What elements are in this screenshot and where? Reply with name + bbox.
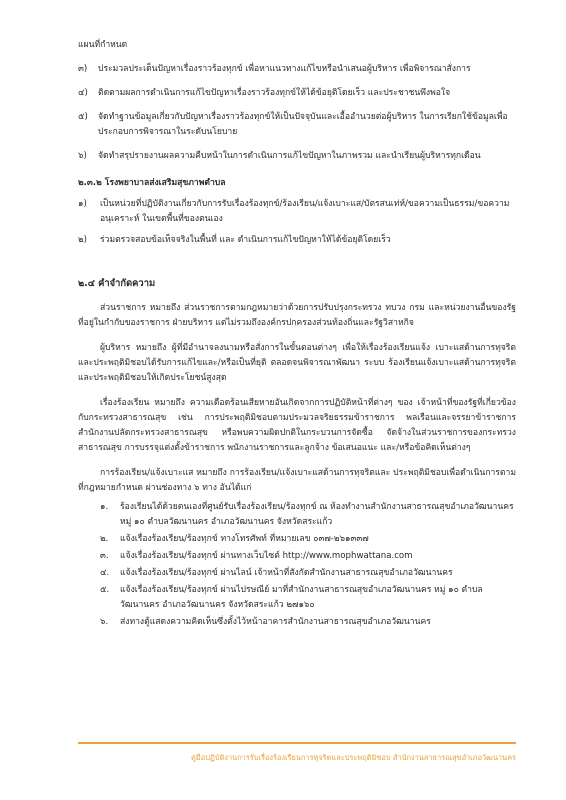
list-a (78, 62, 516, 164)
list-text: แจ้งเรื่องร้องเรียน/ร้องทุกข์ ผ่านทางเว็บไซต์ http://www.mophwattana.com (120, 551, 413, 561)
paragraph: เรื่องร้องเรียน หมายถึง ความเดือดร้อนเสียหายอันเกิดจากการปฏิบัติหน้าที่ต่างๆ ของ เจ้าหน้าที่ของรัฐที่เกี่ยวข้องกับกระทรวงสาธารณสุข เช่น การประพฤติมิชอบตามประมวลจริยธรรมข้าราชการ พลเรือนและจรรยาข้าราชการสำนักงานปลัดกระทรวงสาธารณสุข หรือพบความผิดปกติในกระบวนการจัดซื้อ จัดจ้างในส่วนราชการของกระทรวงสาธารณสุข การบรรจุแต่งตั้งข้าราชการ พนักงานราชการและลูกจ้าง ข้อเสนอแนะ และ/หรือข้อคิดเห็นต่างๆ (78, 398, 516, 453)
list-number: ๑) (78, 199, 87, 209)
page-content (78, 38, 516, 630)
list-text: ติดตามผลการดำเนินการแก้ไขปัญหาเรื่องราวร้องทุกข์ให้ได้ข้อยุติโดยเร็ว และประชาชนพึงพอใจ (98, 88, 451, 98)
list-b (78, 197, 516, 248)
list-item (78, 233, 516, 248)
list-item (78, 62, 516, 77)
list-item (78, 583, 516, 613)
list-number: ๕. (100, 585, 110, 595)
paragraph: การร้องเรียน/แจ้งเบาะแส หมายถึง การร้องเรียน/แจ้งเบาะแสด้านการทุจริตและ ประพฤติมิชอบเพื่อดำเนินการตามที่กฎหมายกำหนด ผ่านช่องทาง ๖ ทาง อันได้แก่ (78, 468, 516, 493)
footer-divider (78, 742, 516, 744)
list-item (78, 566, 516, 581)
list-item (78, 149, 516, 164)
list-number: ๕) (78, 112, 88, 122)
list-item (78, 500, 516, 530)
footer-text: คู่มือปฏิบัติงานการรับเรื่องร้องเรียนการทุจริตและประพฤติมิชอบ สำนักงานสาธารณสุขอำเภอวัฒนานคร (190, 753, 516, 762)
list-number: ๓) (78, 64, 88, 74)
list-number: ๖. (100, 617, 109, 627)
channel-list (78, 500, 516, 630)
list-number: ๖) (78, 151, 87, 161)
list-number: ๔. (100, 568, 110, 578)
intro-line: แผนที่กำหนด (78, 40, 128, 50)
list-text: ประมวลประเด็นปัญหาเรื่องราวร้องทุกข์ เพื่อหาแนวทางแก้ไขหรือนำเสนอผู้บริหาร เพื่อพิจารณาสั่งการ (98, 64, 471, 74)
list-text: ร่วมตรวจสอบข้อเท็จจริงในพื้นที่ และ ดำเนินการแก้ไขปัญหาให้ได้ข้อยุติโดยเร็ว (100, 235, 391, 245)
section-title: ๒.๔ คำจำกัดความ (78, 278, 156, 289)
subsection-heading: ๒.๓.๒ โรงพยาบาลส่งเสริมสุขภาพตำบล (78, 178, 226, 188)
list-text: ส่งทางตู้แสดงความคิดเห็นซึ่งตั้งไว้หน้าอาคารสำนักงานสาธารณสุขอำเภอวัฒนานคร (120, 617, 431, 627)
list-number: ๔) (78, 88, 88, 98)
list-item (78, 532, 516, 547)
list-number: ๒) (78, 235, 88, 245)
list-item (78, 615, 516, 630)
list-text: ร้องเรียนได้ด้วยตนเองที่ศูนย์รับเรื่องร้องเรียน/ร้องทุกข์ ณ ห้องทำงานสำนักงานสาธารณสุขอำเภอวัฒนานคร หมู่ ๑๐ ตำบลวัฒนานคร อำเภอวัฒนานคร จังหวัดสระแก้ว (120, 502, 514, 527)
list-number: ๑. (100, 502, 109, 512)
paragraph: ส่วนราชการ หมายถึง ส่วนราชการตามกฎหมายว่าด้วยการปรับปรุงกระทรวง ทบวง กรม และหน่วยงานอื่นของรัฐที่อยู่ในกำกับของราชการ ฝ่ายบริหาร แต่ไม่รวมถึงองค์กรปกครองส่วนท้องถิ่นและรัฐวิสาหกิจ (78, 303, 516, 328)
list-item (78, 549, 516, 564)
list-text: จัดทำสรุปรายงานผลความคืบหน้าในการดำเนินการแก้ไขปัญหาในภาพรวม และนำเรียนผู้บริหารทุกเดือน (98, 151, 481, 161)
list-text: แจ้งเรื่องร้องเรียน/ร้องทุกข์ ผ่านไลน์ เจ้าหน้าที่สังกัดสำนักงานสาธารณสุขอำเภอวัฒนานคร (120, 568, 453, 578)
list-item (78, 86, 516, 101)
list-text: แจ้งเรื่องร้องเรียน/ร้องทุกข์ ทางโทรศัพท์ ที่หมายเลข ๐๓๗-๒๖๑๓๓๗ (120, 534, 369, 544)
list-item (78, 110, 516, 140)
list-text: จัดทำฐานข้อมูลเกี่ยวกับปัญหาเรื่องราวร้องทุกข์ให้เป็นปัจจุบันและเอื้ออำนวยต่อผู้บริหาร ในการเรียกใช้ข้อมูลเพื่อประกอบการพิจารณาในระดับนโยบาย (98, 112, 508, 137)
list-text: เป็นหน่วยที่ปฏิบัติงานเกี่ยวกับการรับเรื่องร้องทุกข์/ร้องเรียน/แจ้งเบาะแส/บัตรสนเท่ห์/ขอความเป็นธรรม/ขอความอนุเคราะห์ ในเขตพื้นที่ของตนเอง (100, 199, 510, 224)
list-item (78, 197, 516, 227)
list-number: ๓. (100, 551, 109, 561)
list-number: ๒. (100, 534, 109, 544)
paragraph: ผู้บริหาร หมายถึง ผู้ที่มีอำนาจลงนามหรือสั่งการในขั้นตอนต่างๆ เพื่อให้เรื่องร้องเรียนแจ้ง เบาะแสด้านการทุจริตและประพฤติมิชอบได้รับการแก้ไขและ/หรือเป็นที่ยุติ ตลอดจนพิจารณาพัฒนา ระบบ ร้องเรียนแจ้งเบาะแสด้านการทุจริตและประพฤติมิชอบให้เกิดประโยชน์สูงสุด (78, 343, 516, 383)
list-text: แจ้งเรื่องร้องเรียน/ร้องทุกข์ ผ่านไปรษณีย์ มาที่สำนักงานสาธารณสุขอำเภอวัฒนานคร หมู่ ๑๐ ตำบลวัฒนานคร อำเภอวัฒนานคร จังหวัดสระแก้ว ๒๗๑๖๐ (120, 585, 483, 610)
